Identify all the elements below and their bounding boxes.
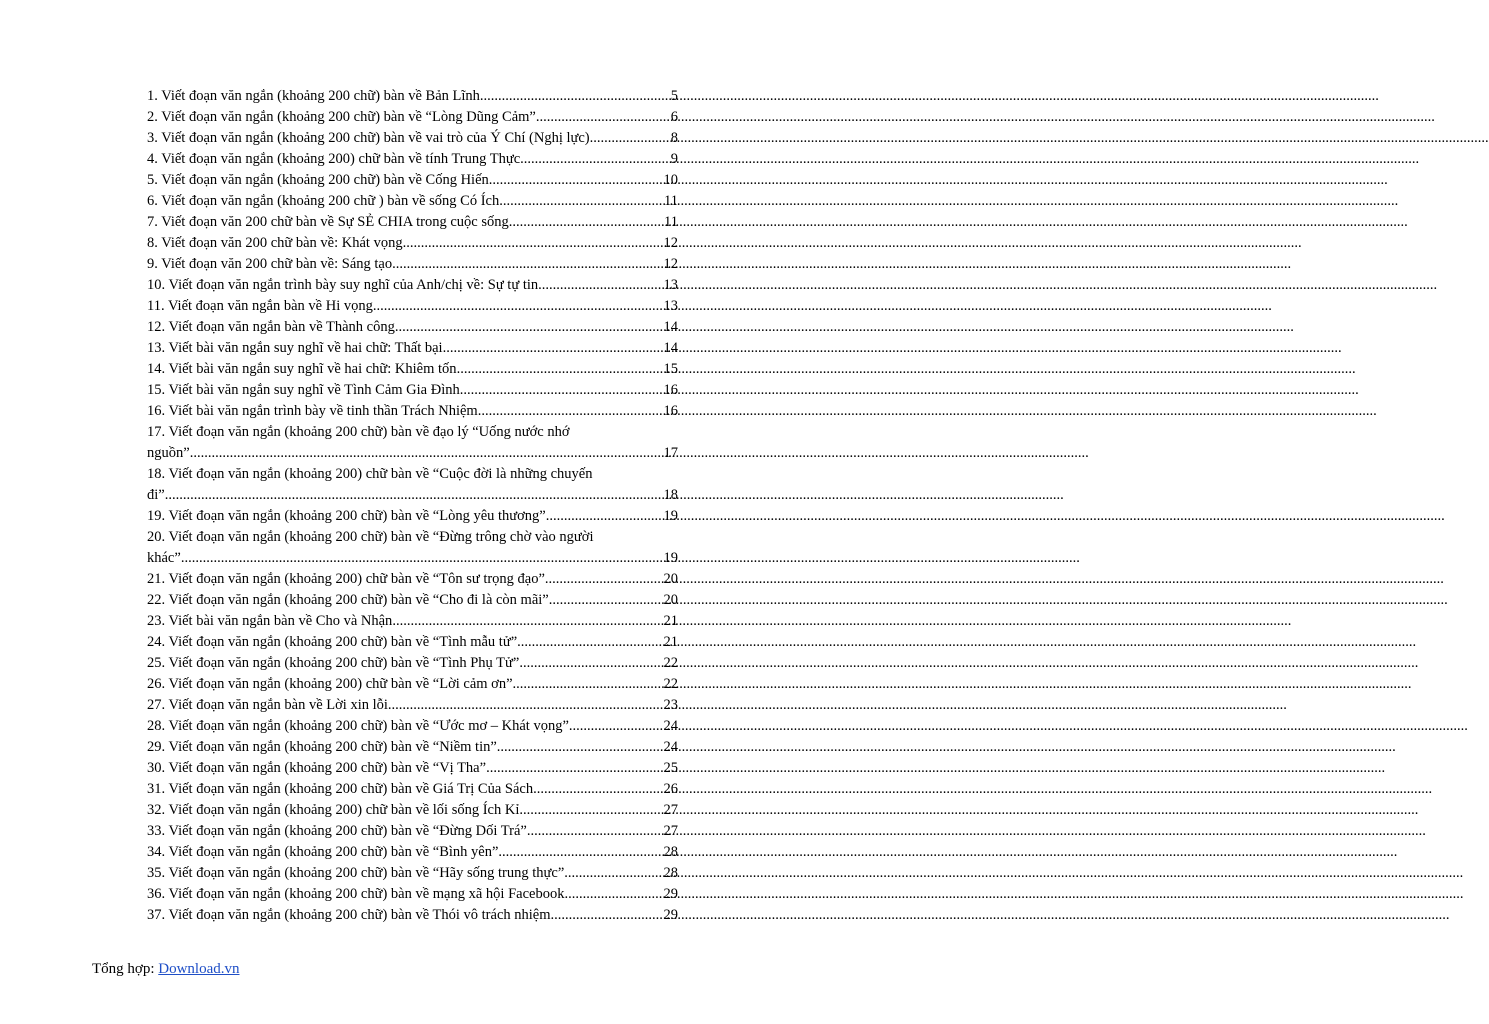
toc-dot-leader [498, 842, 662, 863]
toc-entry-title: 25. Viết đoạn văn ngắn (khoảng 200 chữ) bàn về “Tình Phụ Tử” [147, 655, 520, 671]
toc-item [147, 254, 678, 275]
toc-dot-leader [519, 800, 662, 821]
toc-page-number: 9 [670, 151, 678, 167]
toc-item [147, 422, 678, 464]
toc-entry-link[interactable] [147, 401, 678, 422]
toc-entry-link[interactable] [147, 422, 678, 464]
toc-page-number: 17 [663, 445, 678, 461]
toc-entry-link[interactable] [147, 695, 678, 716]
toc-entry-link[interactable] [147, 359, 678, 380]
toc-entry-title: 9. Viết đoạn văn 200 chữ bàn về: Sáng tạo [147, 256, 393, 272]
toc-page-number: 8 [670, 130, 678, 146]
toc-dot-leader [509, 212, 663, 233]
toc-entry-link[interactable] [147, 170, 678, 191]
toc-item [147, 212, 678, 233]
toc-entry-title: 5. Viết đoạn văn ngắn (khoảng 200 chữ) bàn về Cống Hiến [147, 172, 489, 188]
toc-page-number: 10 [663, 172, 678, 188]
toc-entry-link[interactable] [147, 863, 678, 884]
toc-dot-leader [520, 149, 670, 170]
toc-entry-title: 11. Viết đoạn văn ngắn bàn về Hi vọng [147, 298, 373, 314]
toc-page-number: 14 [663, 319, 678, 335]
toc-entry-link[interactable] [147, 380, 678, 401]
footer-source [92, 958, 240, 980]
toc-item [147, 674, 678, 695]
toc-entry-title: 31. Viết đoạn văn ngắn (khoảng 200 chữ) bàn về Giá Trị Của Sách [147, 781, 534, 797]
toc-dot-leader [480, 86, 670, 107]
toc-entry-title: 33. Viết đoạn văn ngắn (khoảng 200 chữ) bàn về “Đừng Dối Trá” [147, 823, 527, 839]
toc-item [147, 758, 678, 779]
toc-page-number: 18 [663, 487, 678, 503]
toc-dot-leader [460, 380, 663, 401]
toc-page-number: 21 [663, 634, 678, 650]
toc-item [147, 842, 678, 863]
toc-entry-link[interactable] [147, 212, 678, 233]
toc-item [147, 359, 678, 380]
toc-dot-leader [513, 674, 663, 695]
toc-entry-title: 35. Viết đoạn văn ngắn (khoảng 200 chữ) bàn về “Hãy sống trung thực” [147, 865, 565, 881]
toc-dot-leader [373, 296, 663, 317]
toc-item [147, 821, 678, 842]
toc-entry-link[interactable] [147, 611, 678, 632]
toc-dot-leader [403, 233, 663, 254]
toc-entry-title: 34. Viết đoạn văn ngắn (khoảng 200 chữ) bàn về “Bình yên” [147, 844, 499, 860]
toc-entry-title: 22. Viết đoạn văn ngắn (khoảng 200 chữ) bàn về “Cho đi là còn mãi” [147, 592, 549, 608]
toc-page-number: 6 [670, 109, 678, 125]
toc-item [147, 317, 678, 338]
toc-item [147, 128, 678, 149]
toc-entry-title: 26. Viết đoạn văn ngắn (khoảng 200) chữ bàn về “Lời cảm ơn” [147, 676, 513, 692]
toc-page-number: 20 [663, 592, 678, 608]
toc-entry-link[interactable] [147, 149, 678, 170]
toc-entry-title-continued: nguồn” [147, 445, 190, 461]
toc-page-number: 27 [663, 802, 678, 818]
toc-dot-leader [527, 821, 663, 842]
toc-dot-leader [564, 863, 662, 884]
toc-page-number: 20 [663, 571, 678, 587]
toc-entry-link[interactable] [147, 737, 678, 758]
toc-entry-title: 28. Viết đoạn văn ngắn (khoảng 200 chữ) bàn về “Ước mơ – Khát vọng” [147, 718, 569, 734]
toc-page-number: 13 [663, 277, 678, 293]
toc-entry-title: 37. Viết đoạn văn ngắn (khoảng 200 chữ) bàn về Thói vô trách nhiệm [147, 907, 551, 923]
toc-dot-leader [443, 338, 663, 359]
toc-dot-leader [497, 737, 663, 758]
toc-entry-title: 23. Viết bài văn ngắn bàn về Cho và Nhận [147, 613, 393, 629]
toc-page-number: 14 [663, 340, 678, 356]
toc-item [147, 905, 678, 926]
toc-page-number: 22 [663, 676, 678, 692]
toc-page-number: 26 [663, 781, 678, 797]
toc-entry-title: 18. Viết đoạn văn ngắn (khoảng 200) chữ bàn về “Cuộc đời là những chuyến [147, 466, 593, 482]
toc-dot-leader [457, 359, 663, 380]
toc-entry-link[interactable] [147, 674, 678, 695]
toc-entry-title: 4. Viết đoạn văn ngắn (khoảng 200) chữ bàn về tính Trung Thực [147, 151, 521, 167]
toc-page-number: 19 [663, 550, 678, 566]
toc-dot-leader [551, 905, 663, 926]
toc-entry-title: 8. Viết đoạn văn 200 chữ bàn về: Khát vọng [147, 235, 403, 251]
toc-entry-link[interactable] [147, 275, 678, 296]
toc-item [147, 569, 678, 590]
toc-entry-link[interactable] [147, 527, 678, 569]
toc-entry-link[interactable] [147, 506, 678, 527]
toc-entry-link[interactable] [147, 254, 678, 275]
toc-entry-title: 19. Viết đoạn văn ngắn (khoảng 200 chữ) bàn về “Lòng yêu thương” [147, 508, 546, 524]
toc-entry-link[interactable] [147, 884, 678, 905]
toc-page-number: 27 [663, 823, 678, 839]
toc-item [147, 527, 678, 569]
toc-item [147, 779, 678, 800]
toc-item [147, 107, 678, 128]
toc-page-number: 28 [663, 844, 678, 860]
toc-dot-leader [499, 191, 663, 212]
toc-page-number: 24 [663, 718, 678, 734]
download-vn-link[interactable]: Download.vn [158, 961, 240, 977]
toc-page-number: 12 [663, 235, 678, 251]
toc-entry-link[interactable] [147, 632, 678, 653]
toc-entry-title: 3. Viết đoạn văn ngắn (khoảng 200 chữ) bàn về vai trò của Ý Chí (Nghị lực) [147, 130, 590, 146]
toc-entry-title: 29. Viết đoạn văn ngắn (khoảng 200 chữ) bàn về “Niềm tin” [147, 739, 497, 755]
toc-entry-title: 15. Viết bài văn ngắn suy nghĩ về Tình Cảm Gia Đình [147, 382, 460, 398]
toc-entry-title: 27. Viết đoạn văn ngắn bàn về Lời xin lỗi [147, 697, 388, 713]
toc-entry-title: 32. Viết đoạn văn ngắn (khoảng 200) chữ bàn về lối sống Ích Kỉ [147, 802, 520, 818]
toc-item [147, 401, 678, 422]
toc-page-number: 29 [663, 907, 678, 923]
toc-item [147, 380, 678, 401]
toc-item [147, 632, 678, 653]
toc-dot-leader [181, 548, 663, 569]
toc-entry-title: 21. Viết đoạn văn ngắn (khoảng 200) chữ bàn về “Tôn sư trọng đạo” [147, 571, 545, 587]
toc-dot-leader [538, 275, 662, 296]
toc-item [147, 506, 678, 527]
toc-entry-title: 16. Viết bài văn ngắn trình bày về tinh thần Trách Nhiệm [147, 403, 478, 419]
toc-entry-title: 2. Viết đoạn văn ngắn (khoảng 200 chữ) bàn về “Lòng Dũng Cảm” [147, 109, 536, 125]
toc-dot-leader [517, 632, 662, 653]
toc-entry-link[interactable] [147, 779, 678, 800]
toc-dot-leader [533, 779, 662, 800]
toc-page-number: 28 [663, 865, 678, 881]
toc-entry-title: 20. Viết đoạn văn ngắn (khoảng 200 chữ) bàn về “Đừng trông chờ vào người [147, 529, 594, 545]
footer-label: Tổng hợp: [92, 961, 159, 977]
toc-page-number: 24 [663, 739, 678, 755]
toc-entry-link[interactable] [147, 842, 678, 863]
toc-page-number: 19 [663, 508, 678, 524]
toc-entry-title: 12. Viết đoạn văn ngắn bàn về Thành công [147, 319, 395, 335]
toc-entry-link[interactable] [147, 569, 678, 590]
toc-item [147, 653, 678, 674]
toc-entry-link[interactable] [147, 653, 678, 674]
toc-page-number: 21 [663, 613, 678, 629]
toc-item [147, 170, 678, 191]
toc-entry-title: 36. Viết đoạn văn ngắn (khoảng 200 chữ) bàn về mạng xã hội Facebook [147, 886, 565, 902]
toc-item [147, 149, 678, 170]
toc-page-number: 11 [664, 214, 678, 230]
toc-entry-title: 17. Viết đoạn văn ngắn (khoảng 200 chữ) bàn về đạo lý “Uống nước nhớ [147, 424, 570, 440]
toc-entry-title: 30. Viết đoạn văn ngắn (khoảng 200 chữ) bàn về “Vị Tha” [147, 760, 487, 776]
toc-dot-leader [478, 401, 663, 422]
toc-entry-link[interactable] [147, 191, 678, 212]
toc-entry-link[interactable] [147, 338, 678, 359]
toc-page-number: 12 [663, 256, 678, 272]
toc-entry-title: 13. Viết bài văn ngắn suy nghĩ về hai chữ: Thất bại [147, 340, 443, 356]
toc-item [147, 590, 678, 611]
toc-page-number: 23 [663, 697, 678, 713]
toc-entry-link[interactable] [147, 905, 678, 926]
toc-entry-title-continued: đi” [147, 487, 165, 503]
toc-dot-leader [546, 506, 663, 527]
toc-entry-link[interactable] [147, 464, 678, 506]
toc-item [147, 800, 678, 821]
toc-page-number: 13 [663, 298, 678, 314]
toc-entry-title: 10. Viết đoạn văn ngắn trình bày suy nghĩ của Anh/chị về: Sự tự tin [147, 277, 539, 293]
toc-page-number: 25 [663, 760, 678, 776]
toc-entry-link[interactable] [147, 800, 678, 821]
toc-page-number: 5 [670, 88, 678, 104]
toc-item [147, 275, 678, 296]
toc-entry-title-continued: khác” [147, 550, 181, 566]
toc-entry-title: 7. Viết đoạn văn 200 chữ bàn về Sự SẺ CHIA trong cuộc sống [147, 214, 509, 230]
toc-item [147, 863, 678, 884]
toc-item [147, 191, 678, 212]
toc-page-number: 11 [664, 193, 678, 209]
toc-dot-leader [489, 170, 663, 191]
toc-entry-link[interactable] [147, 86, 678, 107]
toc-entry-link[interactable] [147, 758, 678, 779]
toc-item [147, 296, 678, 317]
toc-dot-leader [590, 128, 670, 149]
toc-item [147, 716, 678, 737]
toc-dot-leader [519, 653, 662, 674]
toc-page-number: 15 [663, 361, 678, 377]
toc-item [147, 233, 678, 254]
toc-page-number: 29 [663, 886, 678, 902]
toc-item [147, 338, 678, 359]
table-of-contents [147, 86, 678, 926]
toc-dot-leader [486, 758, 662, 779]
toc-entry-link[interactable] [147, 317, 678, 338]
toc-dot-leader [392, 611, 662, 632]
toc-dot-leader [536, 107, 670, 128]
toc-entry-link[interactable] [147, 233, 678, 254]
toc-entry-link[interactable] [147, 107, 678, 128]
toc-dot-leader [190, 443, 663, 464]
toc-entry-title: 14. Viết bài văn ngắn suy nghĩ về hai chữ: Khiêm tốn [147, 361, 457, 377]
toc-page-number: 22 [663, 655, 678, 671]
toc-entry-title: 1. Viết đoạn văn ngắn (khoảng 200 chữ) bàn về Bản Lĩnh [147, 88, 480, 104]
toc-dot-leader [564, 884, 662, 905]
toc-item [147, 464, 678, 506]
toc-item [147, 86, 678, 107]
toc-entry-link[interactable] [147, 821, 678, 842]
toc-page-number: 16 [663, 382, 678, 398]
toc-dot-leader [545, 569, 663, 590]
toc-dot-leader [549, 590, 663, 611]
toc-item [147, 737, 678, 758]
toc-item [147, 611, 678, 632]
toc-item [147, 884, 678, 905]
toc-dot-leader [165, 485, 663, 506]
toc-entry-link[interactable] [147, 296, 678, 317]
toc-item [147, 695, 678, 716]
toc-page-number: 16 [663, 403, 678, 419]
toc-dot-leader [392, 254, 662, 275]
toc-entry-link[interactable] [147, 716, 678, 737]
toc-entry-link[interactable] [147, 128, 678, 149]
toc-entry-link[interactable] [147, 590, 678, 611]
toc-dot-leader [569, 716, 663, 737]
toc-dot-leader [395, 317, 663, 338]
toc-entry-title: 24. Viết đoạn văn ngắn (khoảng 200 chữ) bàn về “Tình mẫu tử” [147, 634, 518, 650]
toc-entry-title: 6. Viết đoạn văn ngắn (khoảng 200 chữ ) bàn về sống Có Ích [147, 193, 500, 209]
toc-dot-leader [388, 695, 663, 716]
